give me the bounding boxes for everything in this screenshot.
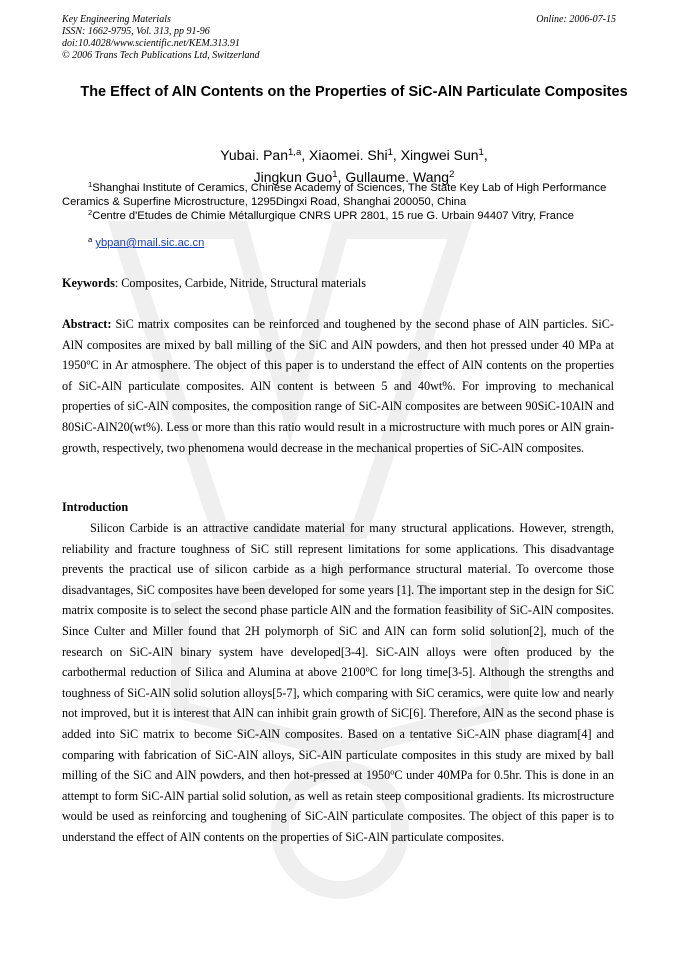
author-affiliation-mark: 1 bbox=[332, 168, 338, 180]
degree-mark: o bbox=[86, 357, 91, 367]
introduction-paragraph bbox=[62, 518, 614, 848]
doi-line: doi:10.4028/www.scientific.net/KEM.313.91 bbox=[62, 38, 240, 49]
author-name: Jingkun Guo bbox=[253, 169, 333, 185]
intro-text: C under 40MPa for 0.5hr. This is done in an attempt to form SiC-AlN partial solid solution, as well as retain steep compositional gradients. Its microstructure would be used as reinforcing and toughening of SiC-AlN particulate composites. The object of this paper is to understand the effect of AlN contents on the properties of SiC-AlN particulate composites. bbox=[62, 768, 615, 844]
intro-text: C for long time[3-5]. Although the strengths and toughness of SiC-AlN solid solution alloys[5-7], which comparing with SiC ceramics, were quite low and nearly not improved, but it is interest that AlN can inhibit grain growth of SiC[6]. Therefore, AlN as the second phase is added into SiC matrix to become SiC-AlN composites. Based on a tentative SiC-AlN phase diagram[4] and comparing with fabrication of SiC-AlN alloys, SiC-AlN particulate composites in this study are mixed by ball milling of the SiC and AlN powders, and then hot-pressed at 1950 bbox=[62, 665, 614, 783]
affiliation-mark: 1 bbox=[88, 179, 93, 189]
email-line bbox=[62, 236, 618, 250]
author-name: Gullaume. Wang bbox=[345, 169, 450, 185]
email-link[interactable]: ybpan@mail.sic.ac.cn bbox=[95, 237, 205, 249]
author-list: Yubai. Pan$^{1,a}$, Xiaomei. Shi$^1$, Xingwei Sun$^1$, Jingkun Guo$^1$, Gullaume. Wang$^2$ bbox=[220, 146, 488, 185]
abstract-text: C in Ar atmosphere. The object of this paper is to understand the effect of AlN contents on the properties of SiC-AlN particulate composites. AlN content is between 5 and 40wt%. For improving to mechanical properties of siC-AlN composites, the composition range of SiC-AlN composites are between 90SiC-10AlN and 80SiC-AlN20(wt%). Less or more than this ratio would result in a microstructure with much pores or AlN grain-growth, respectively, two phenomena would decrease in the mechanical properties of SiC-AlN composites. bbox=[62, 358, 614, 455]
abstract-paragraph bbox=[62, 314, 614, 458]
affiliation-2 bbox=[62, 209, 618, 223]
keywords-text: : Composites, Carbide, Nitride, Structural materials bbox=[114, 276, 366, 290]
affiliation-mark: 2 bbox=[88, 207, 93, 217]
keywords-label: Keywords bbox=[62, 276, 115, 290]
degree-mark: o bbox=[365, 664, 370, 674]
journal-name: Key Engineering Materials bbox=[62, 14, 171, 25]
author-name: Xingwei Sun bbox=[400, 147, 479, 163]
author-affiliation-mark: 2 bbox=[449, 168, 455, 180]
copyright-line: © 2006 Trans Tech Publications Ltd, Switzerland bbox=[62, 50, 260, 61]
author-affiliation-mark: 1 bbox=[387, 146, 393, 158]
degree-mark: o bbox=[390, 767, 395, 777]
affiliation-text: Shanghai Institute of Ceramics, Chinese Academy of Sciences, The State Key Lab of High Performance Ceramics & Superfine Microstructure, 1295Dingxi Road, Shanghai 200050, China bbox=[62, 182, 607, 208]
author-name: Xiaomei. Shi bbox=[309, 147, 388, 163]
abstract-label: Abstract: bbox=[62, 317, 112, 331]
keywords-line bbox=[62, 276, 618, 291]
author-affiliation-mark: 1 bbox=[478, 146, 484, 158]
introduction-heading: Introduction bbox=[62, 500, 129, 514]
affiliation-text: Centre d'Etudes de Chimie Métallurgique CNRS UPR 2801, 15 rue G. Urbain 94407 Vitry, France bbox=[92, 210, 575, 222]
abstract-text: SiC matrix composites can be reinforced and toughened by the second phase of AlN particles. SiC-AlN composites are mixed by ball milling of the SiC and AlN powders, and then hot pressed under 40 MPa at 1950 bbox=[62, 317, 614, 373]
author-name: Yubai. Pan bbox=[220, 147, 289, 163]
paper-title: The Effect of AlN Contents on the Properties of SiC-AlN Particulate Composites bbox=[80, 84, 628, 100]
affiliation-1 bbox=[62, 181, 618, 209]
journal-header bbox=[62, 14, 260, 62]
online-date: Online: 2006-07-15 bbox=[536, 14, 616, 25]
author-affiliation-mark: 1,a bbox=[288, 146, 302, 158]
issn-line: ISSN: 1662-9795, Vol. 313, pp 91-96 bbox=[62, 26, 210, 37]
email-mark: a bbox=[88, 234, 93, 244]
intro-text: Silicon Carbide is an attractive candidate material for many structural applications. However, strength, reliability and fracture toughness of SiC still represent limitations for some applications. This disadvantage prevents the practical use of silicon carbide as a high performance structural material. To overcome those disadvantages, SiC composites have been developed for some years [1]. The important step in the design for SiC matrix composite is to select the second phase particle AlN and the formation feasibility of SiC-AlN composites. Since Culter and Miller found that 2H polymorph of SiC and AlN can form solid solution[2], much of the research on SiC-AlN binary system have developed[3-4]. SiC-AlN alloys were often produced by the carbothermal reduction of Silica and Alumina at above 2100 bbox=[62, 521, 614, 680]
